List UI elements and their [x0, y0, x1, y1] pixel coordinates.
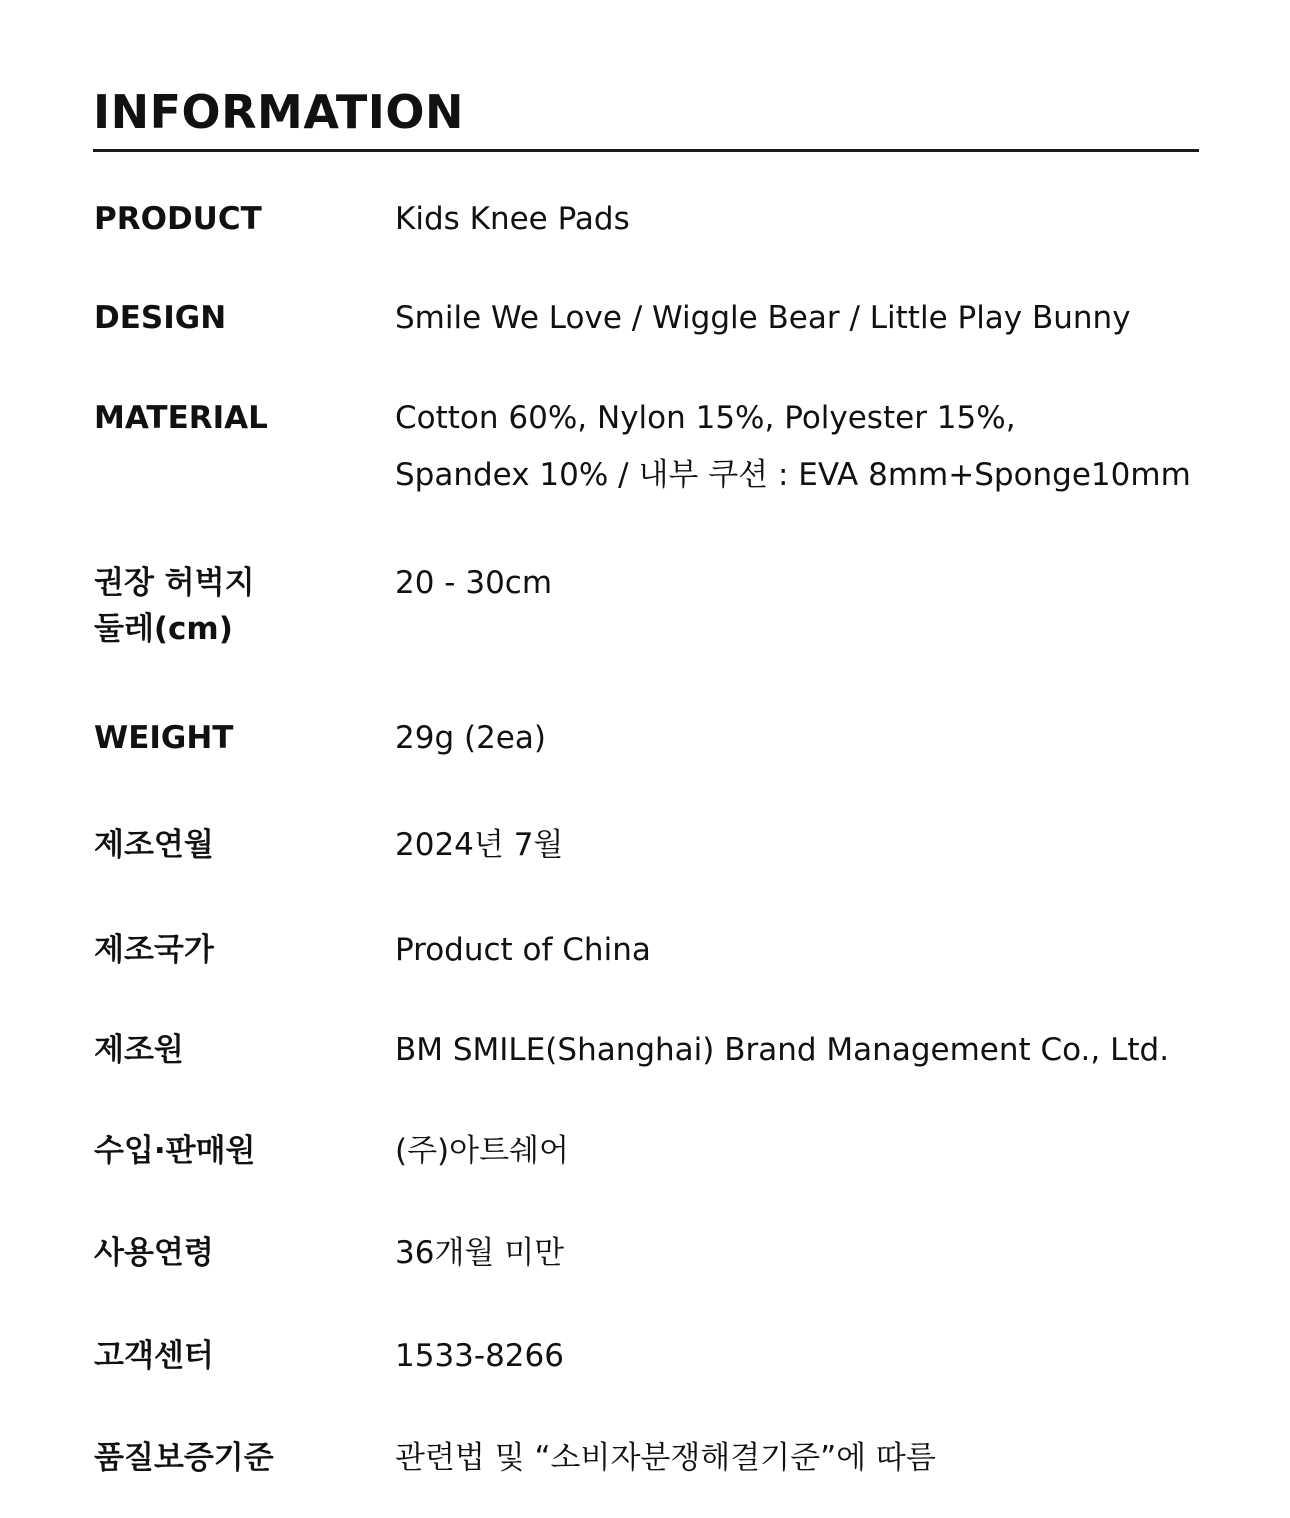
- age-label: 사용연령: [94, 1235, 214, 1271]
- country-value: Product of China: [395, 932, 651, 968]
- thigh-circumference-value: 20 - 30cm: [395, 565, 553, 601]
- thigh-circumference-label: [94, 560, 374, 652]
- age-value: 36개월 미만: [395, 1235, 565, 1271]
- manufacture-date-label: 제조연월: [94, 827, 214, 863]
- country-label: 제조국가: [94, 932, 214, 968]
- material-value: [395, 390, 1235, 504]
- weight-label: WEIGHT: [94, 720, 234, 756]
- customer-center-value: 1533-8266: [395, 1338, 564, 1374]
- thigh-circumference-label-line-1: 권장 허벅지: [94, 565, 255, 601]
- manufacturer-value: BM SMILE(Shanghai) Brand Management Co., Ltd.: [395, 1032, 1170, 1068]
- thigh-circumference-label-line-2: 둘레(cm): [94, 611, 233, 647]
- section-title: INFORMATION: [93, 85, 464, 139]
- weight-value: 29g (2ea): [395, 720, 546, 756]
- title-divider: [93, 149, 1199, 152]
- manufacture-date-value: 2024년 7월: [395, 827, 564, 863]
- quality-guarantee-label: 품질보증기준: [94, 1440, 274, 1476]
- manufacturer-label: 제조원: [94, 1032, 184, 1068]
- material-value-line-1: Cotton 60%, Nylon 15%, Polyester 15%,: [395, 400, 1016, 436]
- material-value-line-2: Spandex 10% / 내부 쿠션 : EVA 8mm+Sponge10mm: [395, 457, 1191, 493]
- design-label: DESIGN: [94, 300, 227, 336]
- customer-center-label: 고객센터: [94, 1338, 214, 1374]
- importer-value: (주)아트쉐어: [395, 1133, 569, 1169]
- quality-guarantee-value: 관련법 및 “소비자분쟁해결기준”에 따름: [395, 1440, 936, 1476]
- material-label: MATERIAL: [94, 400, 268, 436]
- importer-label: 수입·판매원: [94, 1133, 256, 1169]
- design-value: Smile We Love / Wiggle Bear / Little Play Bunny: [395, 300, 1131, 336]
- product-label: PRODUCT: [94, 201, 262, 237]
- product-value: Kids Knee Pads: [395, 201, 630, 237]
